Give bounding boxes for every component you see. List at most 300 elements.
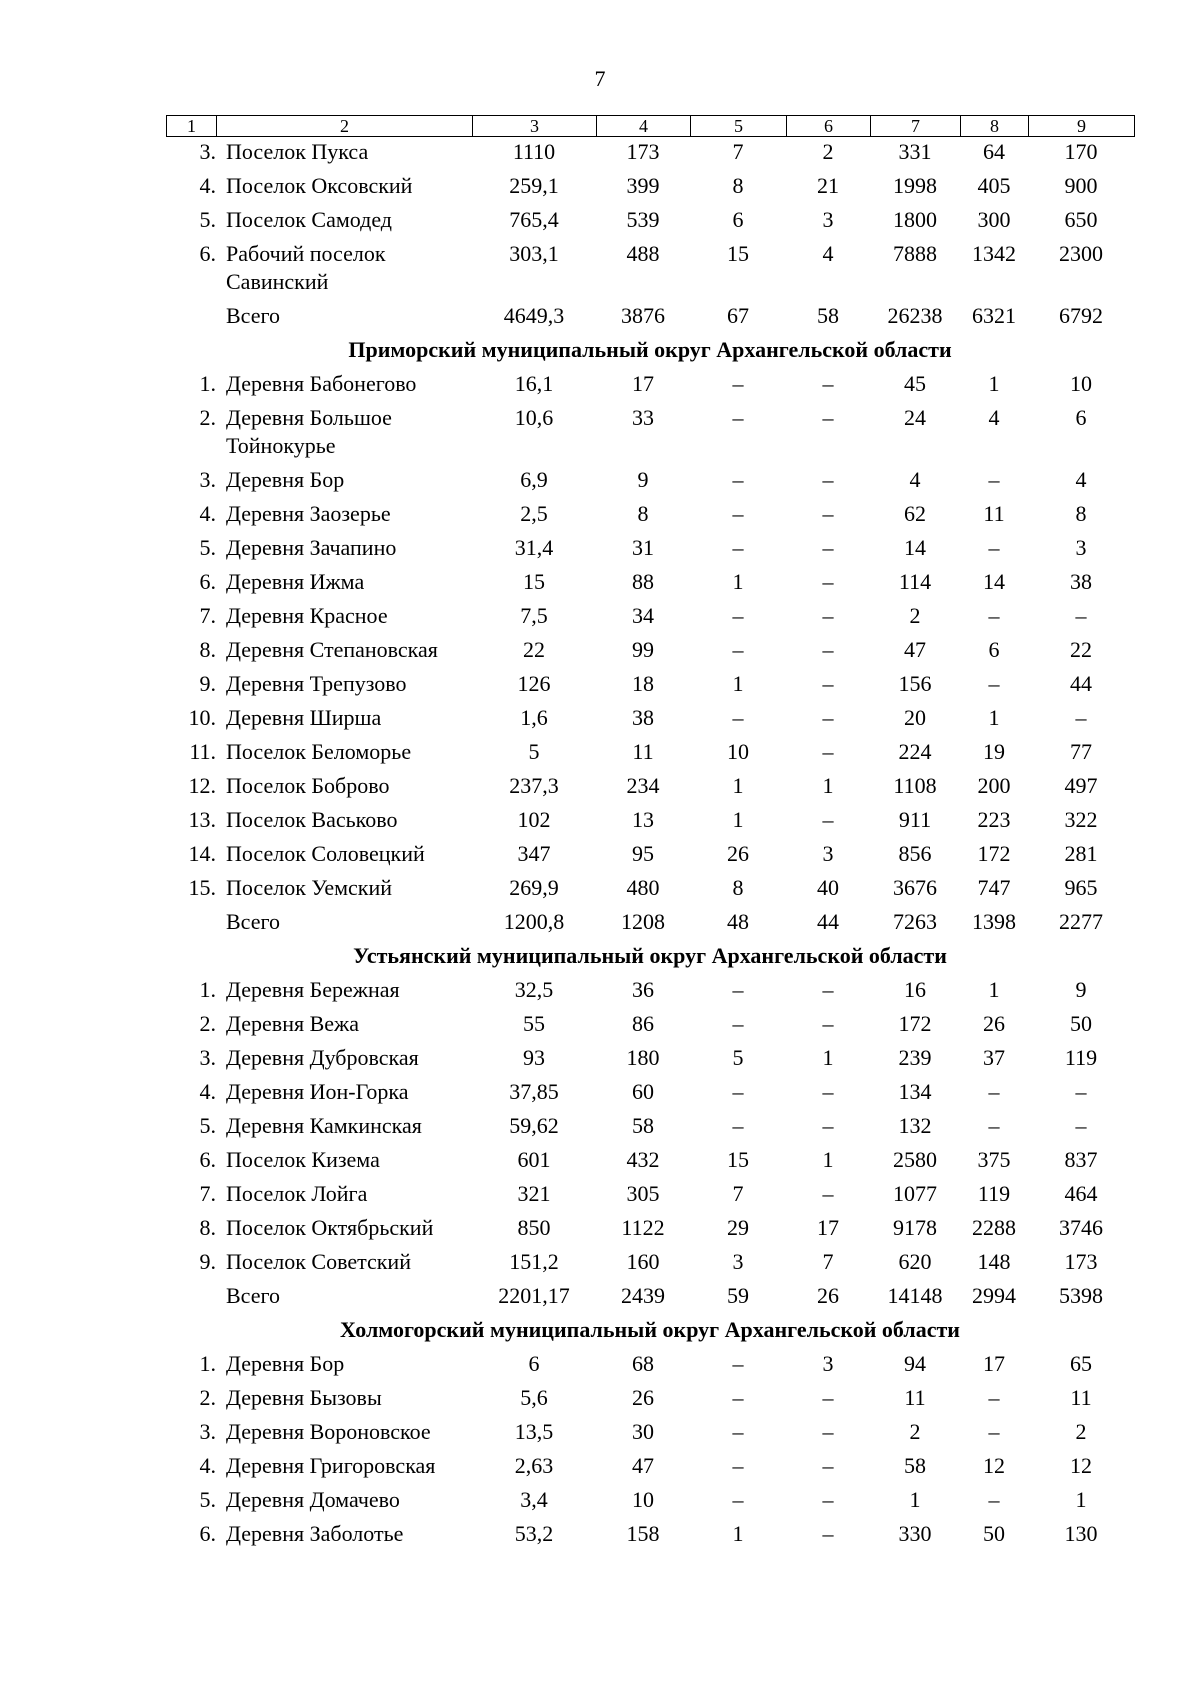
- row-number: 3.: [199, 1045, 216, 1070]
- row-number: 6.: [199, 1521, 216, 1546]
- row-number: 4.: [199, 501, 216, 526]
- col-9: 965: [1064, 875, 1098, 900]
- col-9: 5398: [1059, 1283, 1103, 1308]
- col-6: 58: [817, 303, 839, 328]
- col-8: 19: [983, 739, 1005, 764]
- col-8: 6: [988, 637, 1000, 662]
- col-4: 3876: [621, 303, 665, 328]
- col-3: 850: [517, 1215, 551, 1240]
- col-6: –: [822, 1385, 834, 1410]
- col-6: –: [822, 467, 834, 492]
- col-9: 281: [1064, 841, 1098, 866]
- col-6: –: [822, 501, 834, 526]
- row-number: 10.: [188, 705, 216, 730]
- row-number: 9.: [199, 1249, 216, 1274]
- col-5: –: [732, 1113, 744, 1138]
- col-9: 650: [1064, 207, 1098, 232]
- col-4: 18: [632, 671, 654, 696]
- col-3: 31,4: [514, 535, 554, 560]
- table-row: [166, 1044, 1134, 1078]
- settlement-name: Деревня Трепузово: [226, 671, 407, 696]
- row-number: 7.: [199, 1181, 216, 1206]
- col-6: 21: [817, 173, 839, 198]
- col-6: –: [822, 569, 834, 594]
- col-7: 4: [909, 467, 921, 492]
- col-4: 8: [637, 501, 649, 526]
- col-8: –: [988, 603, 1000, 628]
- col-8: 11: [983, 501, 1005, 526]
- col-7: 7888: [893, 241, 937, 266]
- col-9: 6: [1075, 405, 1087, 430]
- col-3: 321: [517, 1181, 551, 1206]
- col-8: 375: [977, 1147, 1011, 1172]
- col-3: 2,63: [514, 1453, 554, 1478]
- col-9: –: [1075, 705, 1087, 730]
- col-3: 2,5: [520, 501, 548, 526]
- row-number: 3.: [199, 139, 216, 164]
- settlement-name: Деревня Бор: [226, 467, 345, 492]
- col-3: 126: [517, 671, 551, 696]
- settlement-name: Рабочий поселок Савинский: [226, 241, 386, 294]
- col-9: 170: [1064, 139, 1098, 164]
- col-8: 12: [983, 1453, 1005, 1478]
- settlement-name: Деревня Ион-Горка: [226, 1079, 409, 1104]
- col-8: –: [988, 1079, 1000, 1104]
- settlement-name: Деревня Григоровская: [226, 1453, 436, 1478]
- col-4: 99: [632, 637, 654, 662]
- settlement-name: Деревня Бабонегово: [226, 371, 417, 396]
- settlement-name: Поселок Пукса: [226, 139, 369, 164]
- settlement-name: Деревня Бор: [226, 1351, 345, 1376]
- col-3: 1,6: [520, 705, 548, 730]
- col-6: 3: [822, 207, 834, 232]
- col-8: 2994: [972, 1283, 1016, 1308]
- table-row: [166, 138, 1134, 172]
- col-5: 48: [727, 909, 749, 934]
- col-7: 24: [904, 405, 926, 430]
- col-9: 2277: [1059, 909, 1103, 934]
- col-5: –: [732, 1487, 744, 1512]
- col-7: 62: [904, 501, 926, 526]
- col-9: 1: [1075, 1487, 1087, 1512]
- column-number-header: [166, 115, 1135, 137]
- col-3: 6: [528, 1351, 540, 1376]
- col-6: 1: [822, 773, 834, 798]
- table-row: [166, 976, 1134, 1010]
- col-8: 17: [983, 1351, 1005, 1376]
- col-8: 64: [983, 139, 1005, 164]
- col-4: 488: [626, 241, 660, 266]
- table-row: [166, 1146, 1134, 1180]
- col-4: 26: [632, 1385, 654, 1410]
- settlement-name: Деревня Вежа: [226, 1011, 359, 1036]
- col-8: –: [988, 671, 1000, 696]
- col-8: 2288: [972, 1215, 1016, 1240]
- col-8: 223: [977, 807, 1011, 832]
- col-8: 1: [988, 371, 1000, 396]
- settlement-name: Всего: [226, 909, 280, 934]
- col-8: –: [988, 1113, 1000, 1138]
- col-3: 55: [523, 1011, 545, 1036]
- col-7: 1998: [893, 173, 937, 198]
- table-row: [166, 806, 1134, 840]
- col-5: –: [732, 535, 744, 560]
- table-row: [166, 1248, 1134, 1282]
- col-9: –: [1075, 1079, 1087, 1104]
- total-row: [166, 908, 1134, 942]
- col-5: 29: [727, 1215, 749, 1240]
- header-cell: 3: [473, 116, 597, 137]
- col-5: –: [732, 705, 744, 730]
- header-row: [167, 116, 1135, 137]
- col-9: 130: [1064, 1521, 1098, 1546]
- row-number: 6.: [199, 569, 216, 594]
- table-row: [166, 500, 1134, 534]
- col-7: 94: [904, 1351, 926, 1376]
- col-4: 36: [632, 977, 654, 1002]
- settlement-name: Поселок Боброво: [226, 773, 390, 798]
- settlement-name: Деревня Дубровская: [226, 1045, 419, 1070]
- row-number: 1.: [199, 371, 216, 396]
- table-row: [166, 240, 1134, 302]
- col-6: –: [822, 807, 834, 832]
- col-5: –: [732, 501, 744, 526]
- col-8: 148: [977, 1249, 1011, 1274]
- col-4: 160: [626, 1249, 660, 1274]
- header-cell: 8: [961, 116, 1029, 137]
- table-row: [166, 370, 1134, 404]
- col-4: 30: [632, 1419, 654, 1444]
- col-4: 34: [632, 603, 654, 628]
- row-number: [166, 908, 216, 942]
- col-9: 10: [1070, 371, 1092, 396]
- table-row: [166, 636, 1134, 670]
- col-3: 93: [523, 1045, 545, 1070]
- col-7: 1800: [893, 207, 937, 232]
- col-7: 2: [909, 1419, 921, 1444]
- row-number: 8.: [199, 1215, 216, 1240]
- col-6: –: [822, 405, 834, 430]
- col-6: –: [822, 1113, 834, 1138]
- col-9: 6792: [1059, 303, 1103, 328]
- col-5: 1: [732, 773, 744, 798]
- section-title: Холмогорский муниципальный округ Архангельской области: [340, 1317, 960, 1342]
- col-9: 11: [1070, 1385, 1092, 1410]
- col-5: 1: [732, 671, 744, 696]
- col-3: 53,2: [514, 1521, 554, 1546]
- col-4: 9: [637, 467, 649, 492]
- col-5: 7: [732, 139, 744, 164]
- col-9: 322: [1064, 807, 1098, 832]
- row-number: 4.: [199, 1453, 216, 1478]
- col-9: 3: [1075, 535, 1087, 560]
- page-number: 7: [594, 66, 606, 91]
- row-number: 4.: [199, 1079, 216, 1104]
- table-row: [166, 1078, 1134, 1112]
- table-row: [166, 840, 1134, 874]
- col-8: 300: [977, 207, 1011, 232]
- col-7: 2: [909, 603, 921, 628]
- col-5: –: [732, 1453, 744, 1478]
- col-7: 9178: [893, 1215, 937, 1240]
- header-cell: 6: [787, 116, 871, 137]
- settlement-name: Деревня Домачево: [226, 1487, 400, 1512]
- col-5: –: [732, 371, 744, 396]
- col-3: 16,1: [514, 371, 554, 396]
- settlement-name: Поселок Оксовский: [226, 173, 413, 198]
- col-5: –: [732, 977, 744, 1002]
- col-3: 151,2: [509, 1249, 559, 1274]
- col-8: 119: [977, 1181, 1011, 1206]
- col-3: 2201,17: [498, 1283, 570, 1308]
- col-6: 26: [817, 1283, 839, 1308]
- col-8: 1: [988, 705, 1000, 730]
- col-3: 13,5: [514, 1419, 554, 1444]
- settlement-name: Поселок Кизема: [226, 1147, 380, 1172]
- col-7: 2580: [893, 1147, 937, 1172]
- col-3: 601: [517, 1147, 551, 1172]
- row-number: 3.: [199, 467, 216, 492]
- col-3: 303,1: [509, 241, 559, 266]
- row-number: 12.: [188, 773, 216, 798]
- col-4: 399: [626, 173, 660, 198]
- col-4: 480: [626, 875, 660, 900]
- col-4: 234: [626, 773, 660, 798]
- col-7: 330: [898, 1521, 932, 1546]
- col-3: 6,9: [520, 467, 548, 492]
- col-3: 15: [523, 569, 545, 594]
- col-3: 5: [528, 739, 540, 764]
- col-7: 20: [904, 705, 926, 730]
- col-6: –: [822, 1521, 834, 1546]
- col-7: 14148: [887, 1283, 943, 1308]
- col-9: –: [1075, 603, 1087, 628]
- row-number: 2.: [199, 405, 216, 430]
- table-row: [166, 602, 1134, 636]
- settlement-name: Деревня Ширша: [226, 705, 382, 730]
- col-7: 1108: [893, 773, 937, 798]
- col-7: 239: [898, 1045, 932, 1070]
- col-6: 44: [817, 909, 839, 934]
- col-3: 237,3: [509, 773, 559, 798]
- col-9: 65: [1070, 1351, 1092, 1376]
- col-5: –: [732, 1011, 744, 1036]
- col-8: –: [988, 1487, 1000, 1512]
- col-6: 3: [822, 841, 834, 866]
- col-4: 88: [632, 569, 654, 594]
- col-4: 10: [632, 1487, 654, 1512]
- col-3: 4649,3: [503, 303, 565, 328]
- table-row: [166, 206, 1134, 240]
- settlement-name: Деревня Бызовы: [226, 1385, 382, 1410]
- row-number: 14.: [188, 841, 216, 866]
- col-5: 15: [727, 1147, 749, 1172]
- col-8: 26: [983, 1011, 1005, 1036]
- settlement-name: Поселок Самодед: [226, 207, 392, 232]
- col-8: 50: [983, 1521, 1005, 1546]
- col-4: 58: [632, 1113, 654, 1138]
- settlement-name: Деревня Красное: [226, 603, 388, 628]
- row-number: 5.: [199, 1113, 216, 1138]
- col-9: 38: [1070, 569, 1092, 594]
- col-6: 1: [822, 1147, 834, 1172]
- col-3: 1200,8: [503, 909, 565, 934]
- col-7: 7263: [893, 909, 937, 934]
- section-title: Устьянский муниципальный округ Архангельской области: [353, 943, 947, 968]
- row-number: 4.: [199, 173, 216, 198]
- col-7: 224: [898, 739, 932, 764]
- col-3: 269,9: [509, 875, 559, 900]
- col-9: –: [1075, 1113, 1087, 1138]
- col-5: 8: [732, 875, 744, 900]
- col-6: –: [822, 671, 834, 696]
- col-5: –: [732, 1419, 744, 1444]
- col-3: 59,62: [509, 1113, 559, 1138]
- col-7: 134: [898, 1079, 932, 1104]
- col-7: 156: [898, 671, 932, 696]
- col-4: 1208: [621, 909, 665, 934]
- col-7: 911: [898, 807, 932, 832]
- col-4: 1122: [621, 1215, 665, 1240]
- settlement-name: Деревня Заболотье: [226, 1521, 404, 1546]
- row-number: 7.: [199, 603, 216, 628]
- col-6: –: [822, 1181, 834, 1206]
- col-8: 200: [977, 773, 1011, 798]
- row-number: 3.: [199, 1419, 216, 1444]
- col-9: 464: [1064, 1181, 1098, 1206]
- col-8: 172: [977, 841, 1011, 866]
- col-9: 4: [1075, 467, 1087, 492]
- col-4: 60: [632, 1079, 654, 1104]
- col-9: 173: [1064, 1249, 1098, 1274]
- header-cell: 2: [217, 116, 473, 137]
- col-6: –: [822, 1079, 834, 1104]
- row-number: 13.: [188, 807, 216, 832]
- table-row: [166, 1452, 1134, 1486]
- row-number: 15.: [188, 875, 216, 900]
- col-5: 26: [727, 841, 749, 866]
- table-row: [166, 404, 1134, 466]
- table-row: [166, 670, 1134, 704]
- settlement-name: Деревня Большое Тойнокурье: [226, 405, 392, 458]
- settlement-name: Поселок Васьково: [226, 807, 398, 832]
- col-3: 1110: [512, 139, 556, 164]
- col-3: 32,5: [514, 977, 554, 1002]
- col-4: 17: [632, 371, 654, 396]
- col-3: 259,1: [509, 173, 559, 198]
- table-row: [166, 1350, 1134, 1384]
- header-cell: 7: [871, 116, 961, 137]
- section-title: Приморский муниципальный округ Архангельской области: [348, 337, 952, 362]
- row-number: 5.: [199, 207, 216, 232]
- col-7: 11: [904, 1385, 926, 1410]
- col-9: 77: [1070, 739, 1092, 764]
- col-6: –: [822, 371, 834, 396]
- col-9: 9: [1075, 977, 1087, 1002]
- row-number: [166, 1282, 216, 1316]
- col-6: 1: [822, 1045, 834, 1070]
- table-row: [166, 738, 1134, 772]
- header-cell: 4: [597, 116, 691, 137]
- col-4: 158: [626, 1521, 660, 1546]
- col-8: –: [988, 1419, 1000, 1444]
- col-6: –: [822, 603, 834, 628]
- table-row: [166, 1112, 1134, 1146]
- col-5: –: [732, 1351, 744, 1376]
- col-8: 4: [988, 405, 1000, 430]
- col-3: 765,4: [509, 207, 559, 232]
- col-9: 8: [1075, 501, 1087, 526]
- col-9: 44: [1070, 671, 1092, 696]
- col-8: 747: [977, 875, 1011, 900]
- col-7: 856: [898, 841, 932, 866]
- col-7: 331: [898, 139, 932, 164]
- col-7: 114: [898, 569, 932, 594]
- col-9: 3746: [1059, 1215, 1103, 1240]
- col-7: 26238: [887, 303, 943, 328]
- col-6: 2: [822, 139, 834, 164]
- settlement-name: Всего: [226, 1283, 280, 1308]
- col-5: 59: [727, 1283, 749, 1308]
- row-number: 6.: [199, 1147, 216, 1172]
- col-4: 47: [632, 1453, 654, 1478]
- settlement-name: Деревня Вороновское: [226, 1419, 431, 1444]
- table-row: [166, 1214, 1134, 1248]
- row-number: 9.: [199, 671, 216, 696]
- col-6: 40: [817, 875, 839, 900]
- col-4: 33: [632, 405, 654, 430]
- col-5: –: [732, 405, 744, 430]
- col-5: –: [732, 637, 744, 662]
- row-number: 11.: [189, 739, 216, 764]
- col-4: 86: [632, 1011, 654, 1036]
- col-4: 13: [632, 807, 654, 832]
- row-number: 8.: [199, 637, 216, 662]
- col-6: 3: [822, 1351, 834, 1376]
- col-4: 95: [632, 841, 654, 866]
- col-9: 2300: [1059, 241, 1103, 266]
- col-6: –: [822, 1419, 834, 1444]
- col-6: –: [822, 1011, 834, 1036]
- row-number: 6.: [199, 241, 216, 266]
- col-5: 1: [732, 1521, 744, 1546]
- col-7: 45: [904, 371, 926, 396]
- col-7: 1: [909, 1487, 921, 1512]
- col-5: 3: [732, 1249, 744, 1274]
- col-6: –: [822, 739, 834, 764]
- col-5: 7: [732, 1181, 744, 1206]
- col-4: 305: [626, 1181, 660, 1206]
- table-row: [166, 172, 1134, 206]
- col-5: 67: [727, 303, 749, 328]
- row-number: 1.: [199, 1351, 216, 1376]
- col-5: 8: [732, 173, 744, 198]
- table-row: [166, 534, 1134, 568]
- table-row: [166, 1384, 1134, 1418]
- col-7: 47: [904, 637, 926, 662]
- col-7: 14: [904, 535, 926, 560]
- settlement-name: Поселок Уемский: [226, 875, 393, 900]
- col-5: –: [732, 1385, 744, 1410]
- settlement-name: Деревня Степановская: [226, 637, 438, 662]
- table-row: [166, 1520, 1134, 1554]
- col-5: 6: [732, 207, 744, 232]
- settlement-name: Поселок Советский: [226, 1249, 411, 1274]
- col-3: 37,85: [509, 1079, 559, 1104]
- col-9: 497: [1064, 773, 1098, 798]
- col-5: –: [732, 1079, 744, 1104]
- col-7: 172: [898, 1011, 932, 1036]
